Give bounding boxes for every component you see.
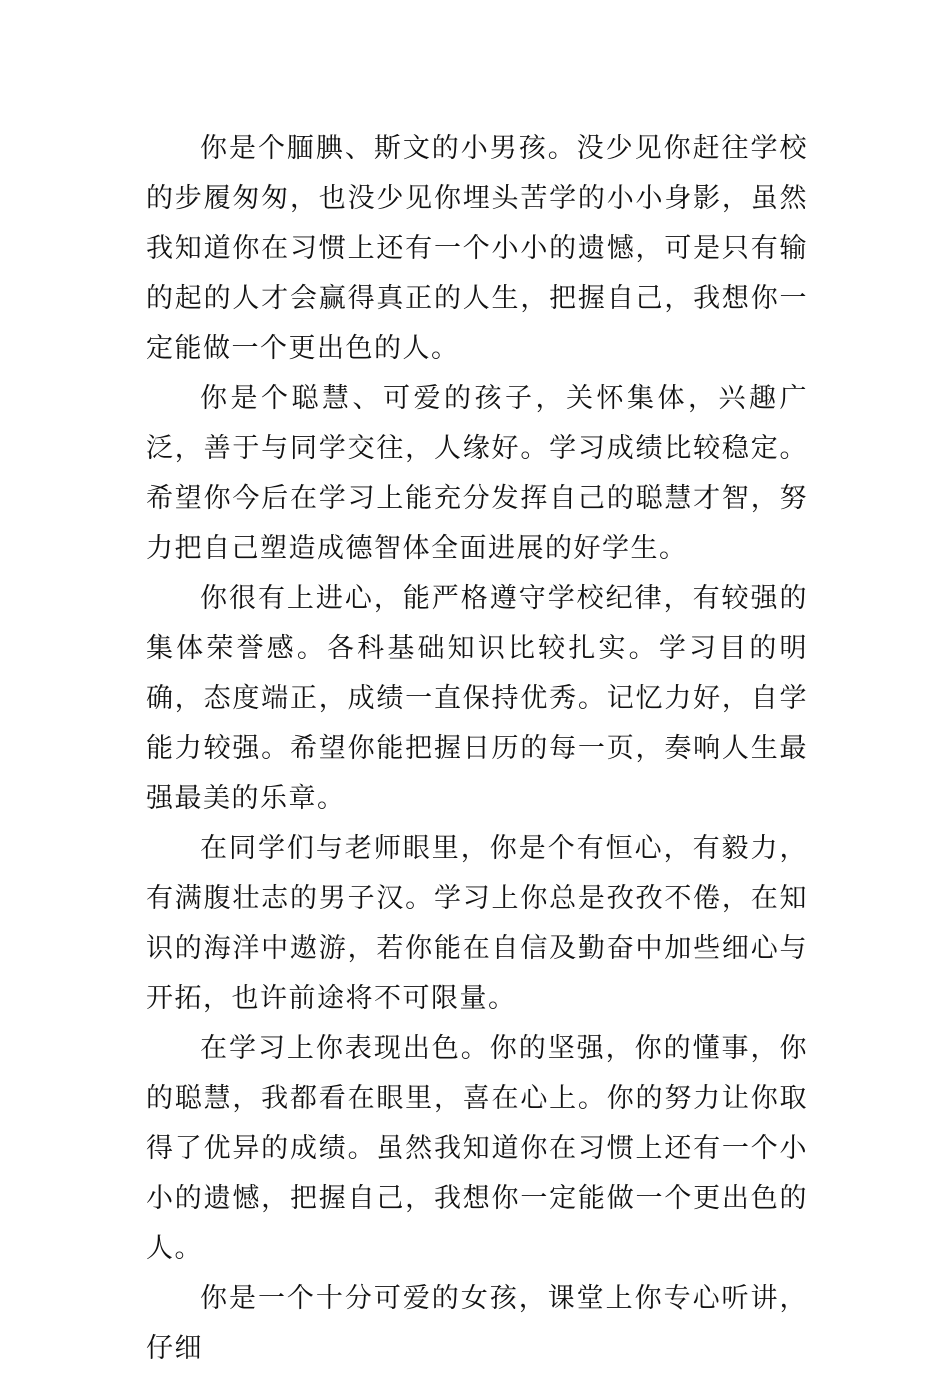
paragraph-2: 你是个聪慧、可爱的孩子，关怀集体，兴趣广泛，善于与同学交往，人缘好。学习成绩比较稳定。希望你今后在学习上能充分发挥自己的聪慧才智，努力把自己塑造成德智体全面进展的好学生。 bbox=[146, 383, 808, 564]
paragraph-6: 你是一个十分可爱的女孩，课堂上你专心听讲，仔细 bbox=[146, 1283, 808, 1364]
paragraph-5: 在学习上你表现出色。你的坚强，你的懂事，你的聪慧，我都看在眼里，喜在心上。你的努力让你取得了优异的成绩。虽然我知道你在习惯上还有一个小小的遗憾，把握自己，我想你一定能做一个更出色的人。 bbox=[146, 1033, 808, 1264]
paragraph-3: 你很有上进心，能严格遵守学校纪律，有较强的集体荣誉感。各科基础知识比较扎实。学习目的明确，态度端正，成绩一直保持优秀。记忆力好，自学能力较强。希望你能把握日历的每一页，奏响人生最强最美的乐章。 bbox=[146, 583, 808, 814]
paragraph-4: 在同学们与老师眼里，你是个有恒心，有毅力，有满腹壮志的男子汉。学习上你总是孜孜不倦，在知识的海洋中遨游，若你能在自信及勤奋中加些细心与开拓，也许前途将不可限量。 bbox=[146, 833, 808, 1014]
paragraph-1: 你是个腼腆、斯文的小男孩。没少见你赶往学校的步履匆匆，也没少见你埋头苦学的小小身影，虽然我知道你在习惯上还有一个小小的遗憾，可是只有输的起的人才会赢得真正的人生，把握自己，我想你一定能做一个更出色的人。 bbox=[146, 133, 808, 364]
document-body bbox=[146, 124, 808, 1374]
